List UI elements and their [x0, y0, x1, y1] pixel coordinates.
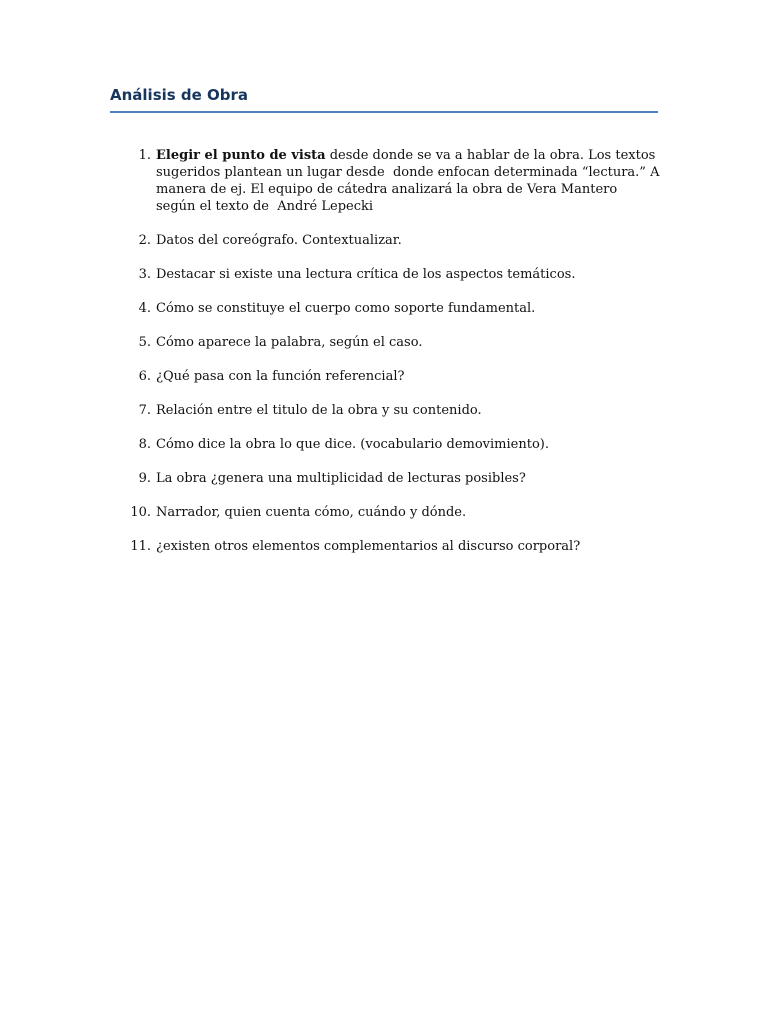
list-item-text: [156, 147, 664, 215]
list-item-text: ¿Qué pasa con la función referencial?: [156, 369, 405, 384]
list-item-number: 11.: [130, 539, 151, 554]
list-item-text: Cómo aparece la palabra, según el caso.: [156, 335, 423, 350]
list-item: [110, 470, 660, 487]
list-item-text: Destacar si existe una lectura crítica de los aspectos temáticos.: [156, 267, 576, 282]
list-item-number: 7.: [138, 403, 151, 418]
list-item: [110, 266, 660, 283]
list-item: [110, 334, 660, 351]
list-item-text: Relación entre el titulo de la obra y su contenido.: [156, 403, 482, 418]
list-item-text: Narrador, quien cuenta cómo, cuándo y dónde.: [156, 505, 467, 520]
list-item-text: ¿existen otros elementos complementarios al discurso corporal?: [156, 539, 581, 554]
list-item-text: Cómo dice la obra lo que dice. (vocabulario demovimiento).: [156, 437, 549, 452]
list-item: [110, 368, 660, 385]
document-title: Análisis de Obra: [110, 85, 658, 113]
list-item-number: 4.: [138, 301, 151, 316]
question-list: [110, 147, 664, 572]
list-item: [110, 402, 660, 419]
list-item: [110, 300, 660, 317]
list-item: [110, 538, 660, 555]
list-item: [110, 232, 660, 249]
list-item: [110, 436, 660, 453]
list-item-number: 3.: [138, 267, 151, 282]
list-item-number: 9.: [138, 471, 151, 486]
list-item-bold-text: Elegir el punto de vista: [156, 148, 326, 163]
list-item: [110, 147, 664, 215]
list-item: [110, 504, 660, 521]
list-item-number: 10.: [130, 505, 151, 520]
list-item-number: 8.: [138, 437, 151, 452]
list-item-text: Datos del coreógrafo. Contextualizar.: [156, 233, 402, 248]
list-item-number: 5.: [138, 335, 151, 350]
list-item-number: 1.: [138, 148, 151, 163]
list-item-body-text: desde donde se va a hablar de la obra. Los textos sugeridos plantean un lugar desde donde enfocan determinada “lectura.” A manera de ej. El equipo de cátedra analizará la obra de Vera Mantero según el texto de André Lepecki: [156, 148, 664, 214]
list-item-text: La obra ¿genera una multiplicidad de lecturas posibles?: [156, 471, 526, 486]
list-item-number: 6.: [138, 369, 151, 384]
list-item-number: 2.: [138, 233, 151, 248]
list-item-text: Cómo se constituye el cuerpo como soporte fundamental.: [156, 301, 536, 316]
